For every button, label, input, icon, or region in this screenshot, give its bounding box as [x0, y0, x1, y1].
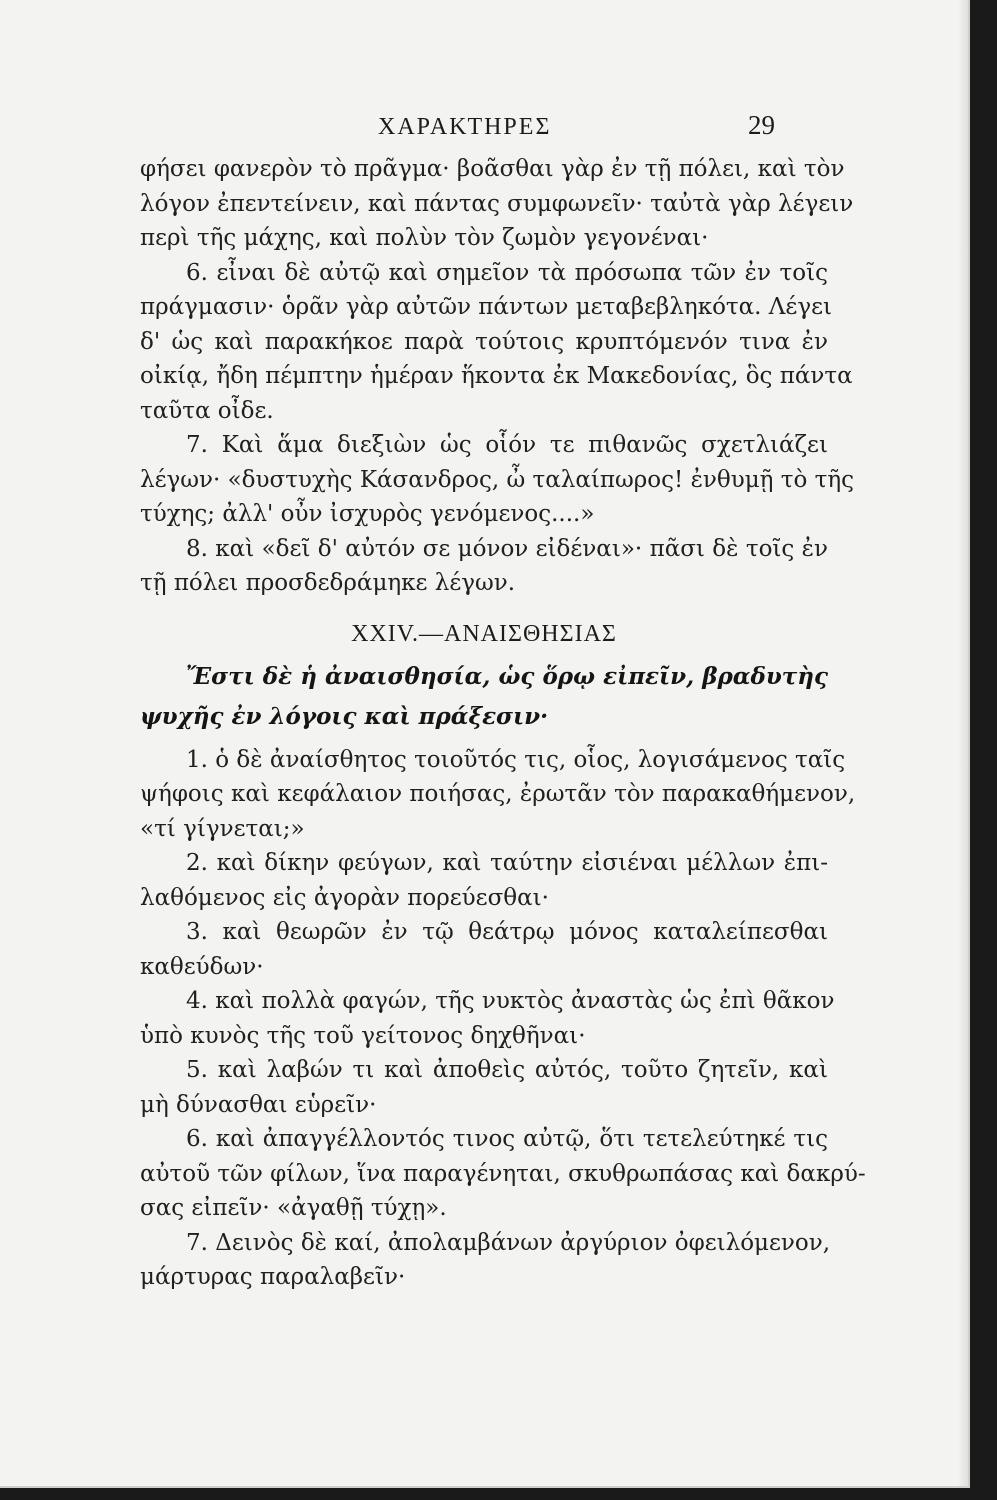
text-line: περὶ τῆς μάχης, καὶ πολὺν τὸν ζωμὸν γεγονέναι· [140, 225, 709, 251]
page-header [0, 110, 970, 144]
text-line: μάρτυρας παραλαβεῖν· [140, 1264, 406, 1290]
running-title: ΧΑΡΑΚΤΗΡΕΣ [378, 114, 552, 140]
text-line: ψήφοις καὶ κεφάλαιον ποιήσας, ἐρωτᾶν τὸν παρακαθήμενον, [140, 781, 856, 807]
paragraph-6 [140, 256, 853, 429]
text-line: οἰκίᾳ, ἤδη πέμπτην ἡμέραν ἥκοντα ἐκ Μακεδονίας, ὃς πάντα [140, 363, 853, 389]
section-heading: XXIV.—ΑΝΑΙΣΘΗΣΙΑΣ [351, 620, 617, 647]
text-line: «τί γίγνεται;» [140, 815, 305, 842]
text-line: λέγων· «δυστυχὴς Κάσανδρος, ὦ ταλαίπωρος! ἐνθυμῇ τὸ τῆς [140, 466, 855, 493]
item-7 [140, 1226, 831, 1295]
text-line: φήσει φανερὸν τὸ πρᾶγμα· βοᾶσθαι γὰρ ἐν τῇ πόλει, καὶ τὸν [140, 156, 845, 182]
text-line: λόγον ἐπεντείνειν, καὶ πάντας συμφωνεῖν· ταὐτὰ γὰρ λέγειν [140, 190, 854, 217]
item-5 [140, 1053, 828, 1122]
text-line: 3. καὶ θεωρῶν ἐν τῷ θεάτρῳ μόνος καταλείπεσθαι [186, 919, 828, 945]
text-line: 4. καὶ πολλὰ φαγών, τῆς νυκτὸς ἀναστὰς ὡς ἐπὶ θᾶκον [186, 988, 835, 1014]
section-definition [140, 657, 828, 737]
text-line: τῇ πόλει προσδεδράμηκε λέγων. [140, 570, 516, 596]
text-line: μὴ δύνασθαι εὑρεῖν· [140, 1091, 377, 1118]
text-line: 2. καὶ δίκην φεύγων, καὶ ταύτην εἰσιέναι μέλλων ἐπι- [186, 850, 828, 876]
text-line: 6. καὶ ἀπαγγέλλοντός τινος αὐτῷ, ὅτι τετελεύτηκέ τις [186, 1126, 828, 1152]
paragraph-8 [140, 532, 828, 601]
text-line: καθεύδων· [140, 953, 264, 980]
item-3 [140, 915, 828, 984]
text-line: 1. ὁ δὲ ἀναίσθητος τοιοῦτός τις, οἷος, λογισάμενος ταῖς [186, 746, 846, 773]
text-line: 7. Δεινὸς δὲ καί, ἀπολαμβάνων ἀργύριον ὀφειλόμενον, [186, 1229, 831, 1256]
item-2 [140, 846, 828, 915]
text-line: ταῦτα οἶδε. [140, 397, 274, 424]
page-number: 29 [748, 110, 775, 140]
text-line: αὐτοῦ τῶν φίλων, ἵνα παραγένηται, σκυθρωπάσας καὶ δακρύ- [140, 1160, 866, 1187]
text-line: 5. καὶ λαβών τι καὶ ἀποθεὶς αὐτός, τοῦτο ζητεῖν, καὶ [186, 1057, 828, 1083]
definition-line: Ἔστι δὲ ἡ ἀναισθησία, ὡς ὅρῳ εἰπεῖν, βραδυτὴς [186, 662, 828, 690]
continuation-paragraph [140, 152, 854, 256]
text-body [140, 152, 866, 1295]
item-6 [140, 1122, 866, 1226]
paragraph-7 [140, 428, 855, 532]
text-line: λαθόμενος εἰς ἀγορὰν πορεύεσθαι· [140, 884, 549, 911]
text-line: 6. εἶναι δὲ αὐτῷ καὶ σημεῖον τὰ πρόσωπα τῶν ἐν τοῖς [186, 259, 828, 286]
text-line: τύχης; ἀλλ' οὖν ἰσχυρὸς γενόμενος....» [140, 501, 595, 527]
text-line: ὑπὸ κυνὸς τῆς τοῦ γείτονος δηχθῆναι· [140, 1022, 586, 1049]
text-line: σας εἰπεῖν· «ἀγαθῇ τύχῃ». [140, 1195, 447, 1221]
text-line: 8. καὶ «δεῖ δ' αὐτόν σε μόνον εἰδέναι»· πᾶσι δὲ τοῖς ἐν [186, 535, 828, 562]
text-line: 7. Καὶ ἅμα διεξιὼν ὡς οἷόν τε πιθανῶς σχετλιάζει [186, 432, 828, 458]
definition-line: ψυχῆς ἐν λόγοις καὶ πράξεσιν· [140, 702, 549, 730]
text-line: δ' ὡς καὶ παρακήκοε παρὰ τούτοις κρυπτόμενόν τινα ἐν [140, 328, 828, 355]
item-4 [140, 984, 835, 1053]
text-line: πράγμασιν· ὁρᾶν γὰρ αὐτῶν πάντων μεταβεβληκότα. Λέγει [140, 294, 832, 320]
item-1 [140, 743, 856, 847]
